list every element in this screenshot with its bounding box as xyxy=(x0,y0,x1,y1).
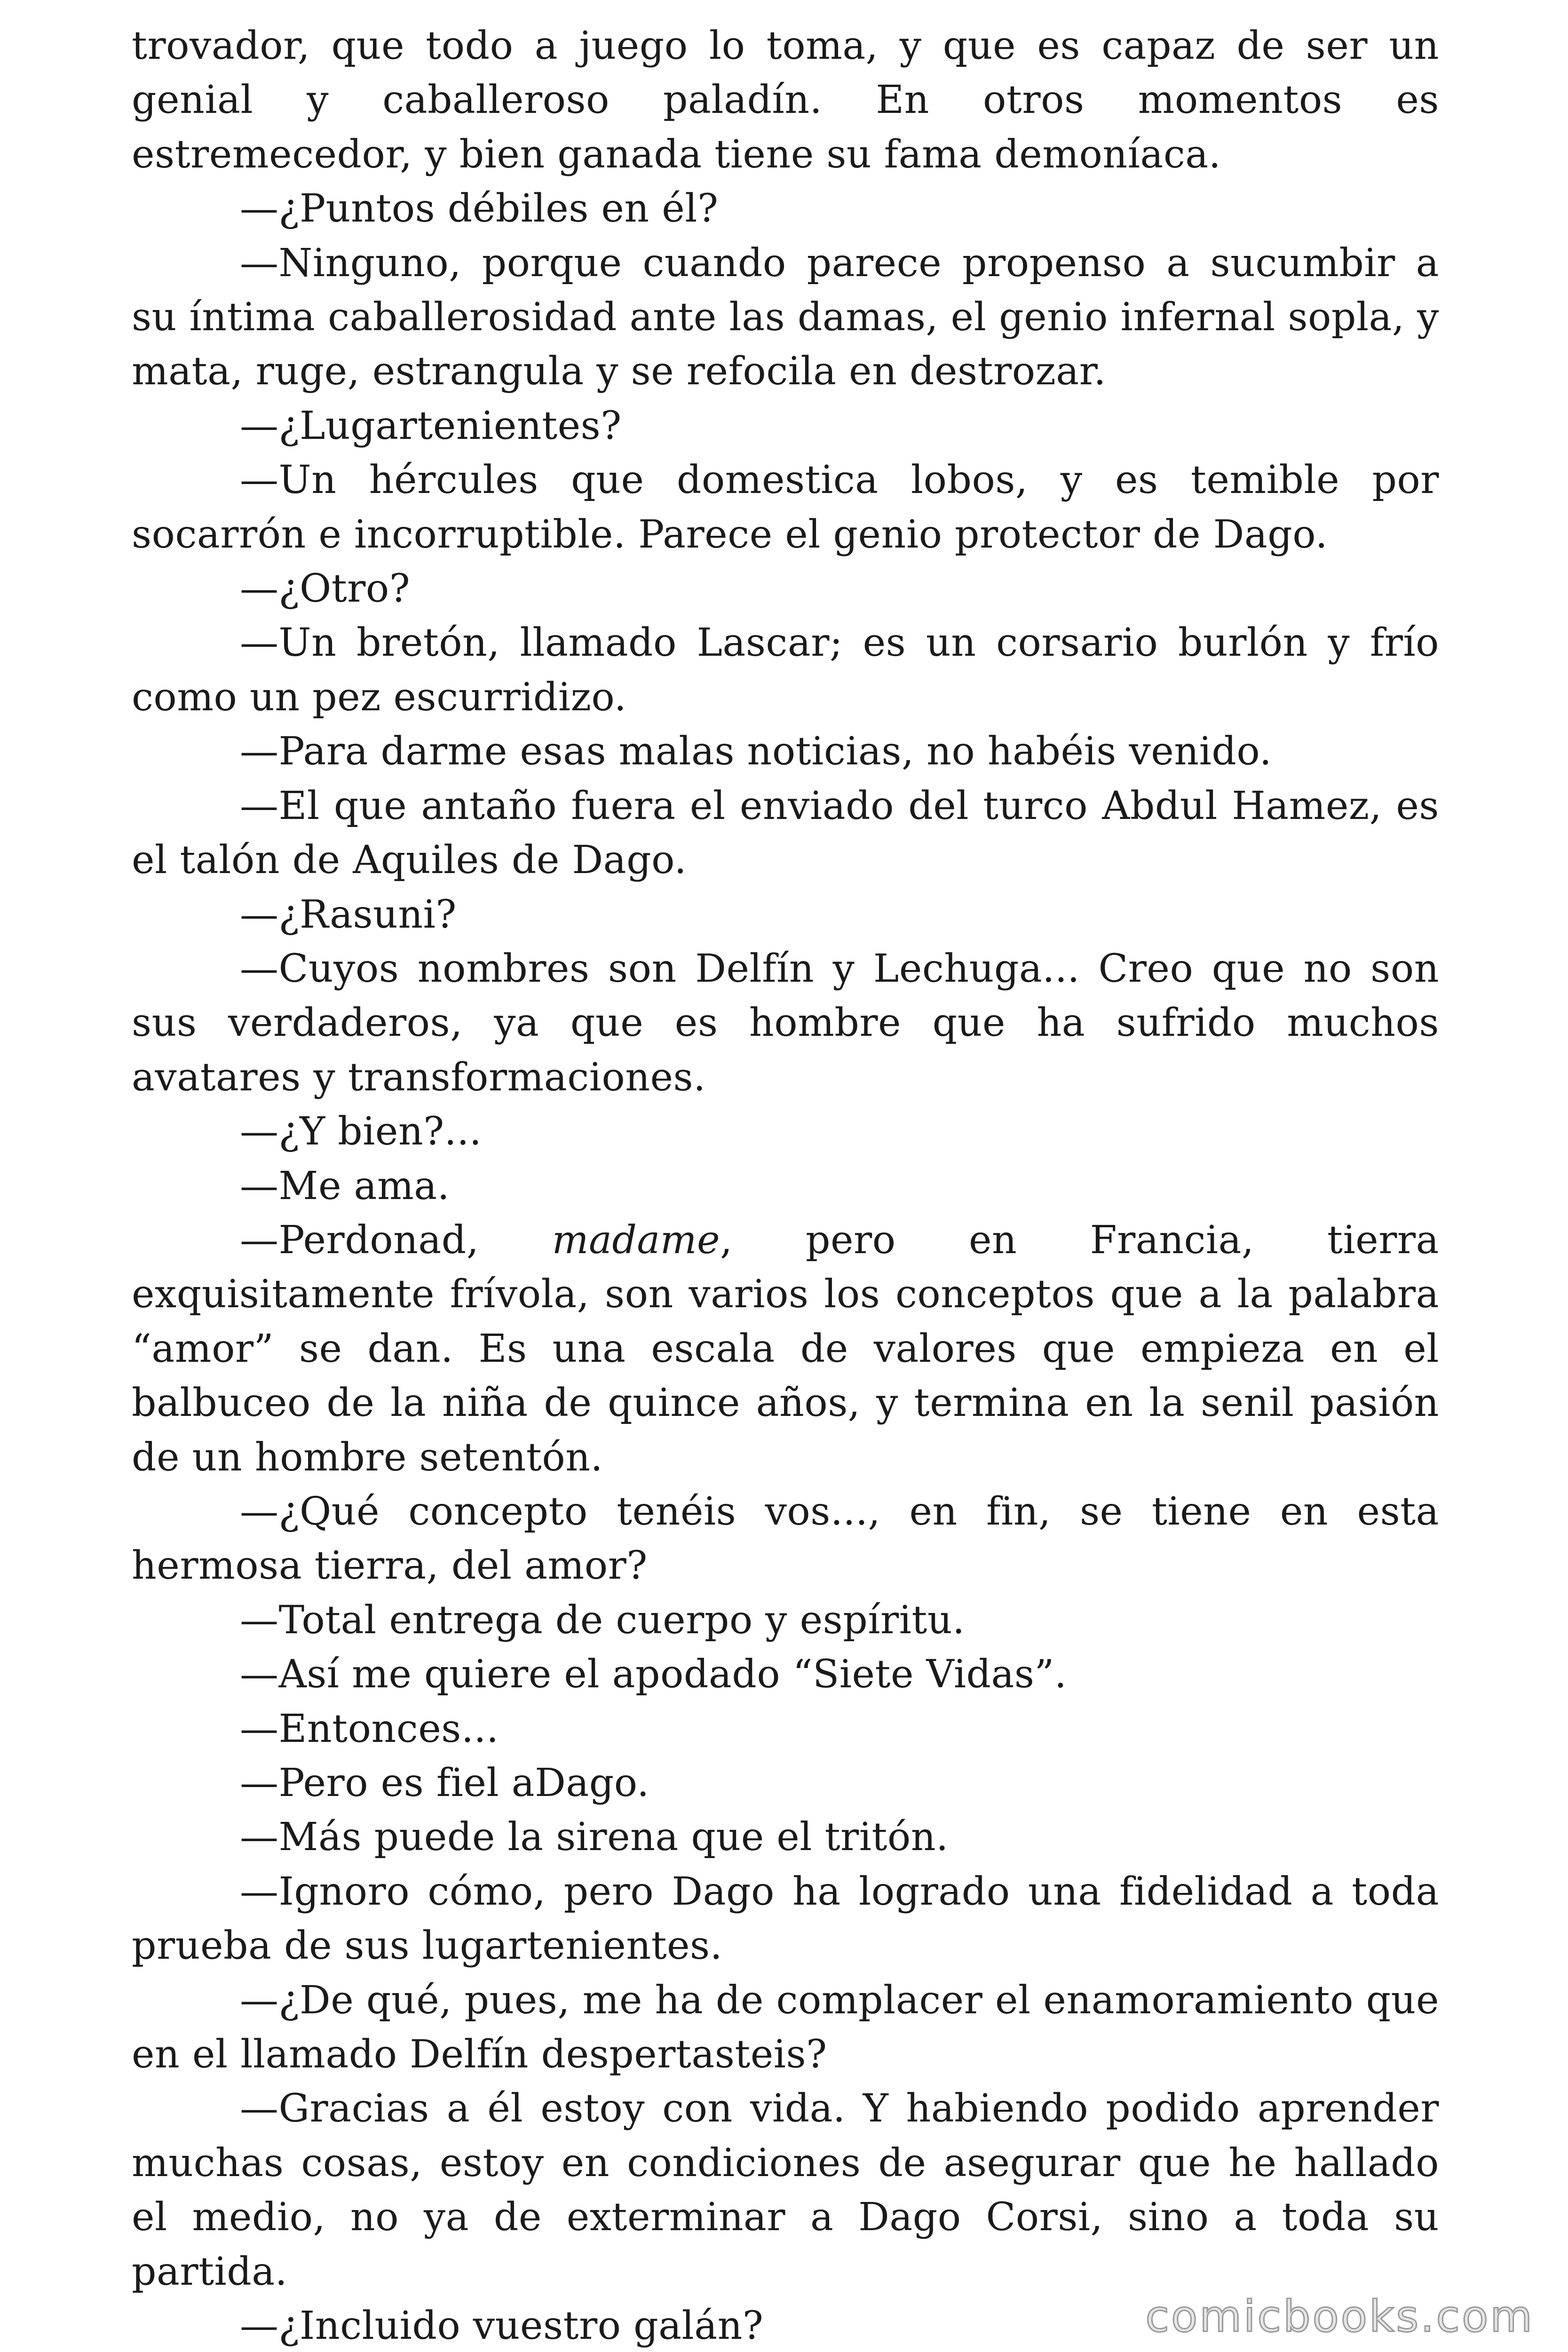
paragraph-1: trovador, que todo a juego lo toma, y que es capaz de ser un genial y caballeroso paladín. En otros momentos es estremecedor, y bien ganada tiene su fama demoníaca. xyxy=(132,24,1439,177)
paragraph-3: —Ninguno, porque cuando parece propenso a sucumbir a su íntima caballerosidad ante las damas, el genio infernal sopla, y mata, ruge, estrangula y se refocila en destrozar. xyxy=(132,240,1439,394)
paragraph-4: —¿Lugartenientes? xyxy=(240,403,622,448)
paragraph-6: —¿Otro? xyxy=(240,566,411,612)
paragraph-2: —¿Puntos débiles en él? xyxy=(240,186,719,231)
paragraph-19: —Pero es fiel aDago. xyxy=(240,1761,649,1805)
paragraph-13: —Me ama. xyxy=(240,1163,450,1208)
paragraph-23: —Gracias a él estoy con vida. Y habiendo podido aprender muchas cosas, estoy en condiciones de asegurar que he hallado el medio, no ya de exterminar a Dago Corsi, sino a toda su partida. xyxy=(132,2086,1439,2294)
paragraph-16: —Total entrega de cuerpo y espíritu. xyxy=(240,1597,965,1643)
paragraph-21: —Ignoro cómo, pero Dago ha logrado una fidelidad a toda prueba de sus lugartenientes. xyxy=(132,1869,1439,1969)
paragraph-18: —Entonces... xyxy=(240,1706,499,1751)
paragraph-22: —¿De qué, pues, me ha de complacer el enamoramiento que en el llamado Delfín despertasteis? xyxy=(132,1978,1439,2077)
paragraph-14 xyxy=(132,1213,1439,1485)
paragraph-15: —¿Qué concepto tenéis vos..., en fin, se tiene en esta hermosa tierra, del amor? xyxy=(132,1489,1439,1589)
italic-madame: madame xyxy=(552,1217,721,1263)
paragraph-10: —¿Rasuni? xyxy=(240,892,457,937)
paragraph-17: —Así me quiere el apodado “Siete Vidas”. xyxy=(240,1652,1067,1697)
paragraph-7: —Un bretón, llamado Lascar; es un corsario burlón y frío como un pez escurridizo. xyxy=(132,620,1439,720)
paragraph-14-lead: —Perdonad, xyxy=(240,1217,552,1263)
paragraph-5: —Un hércules que domestica lobos, y es temible por socarrón e incorruptible. Parece el genio protector de Dago. xyxy=(132,458,1439,557)
paragraph-14-rest: , pero en Francia, tierra exquisitamente frívola, son varios los conceptos que a la palabra “amor” se dan. Es una escala de valores que empieza en el balbuceo de la niña de quince años, y termina en la senil pasión de un hombre setentón. xyxy=(132,1217,1439,1480)
paragraph-9: —El que antaño fuera el enviado del turco Abdul Hamez, es el talón de Aquiles de Dago. xyxy=(132,783,1439,883)
watermark: comicbooks.com xyxy=(1145,2291,1534,2342)
paragraph-8: —Para darme esas malas noticias, no habéis venido. xyxy=(240,729,1272,774)
paragraph-12: —¿Y bien?... xyxy=(240,1109,482,1154)
paragraph-20: —Más puede la sirena que el tritón. xyxy=(240,1815,949,1860)
paragraph-24: —¿Incluido vuestro galán? xyxy=(240,2304,764,2349)
paragraph-11: —Cuyos nombres son Delfín y Lechuga... Creo que no son sus verdaderos, ya que es hombre que ha sufrido muchos avatares y transformaciones. xyxy=(132,946,1439,1100)
